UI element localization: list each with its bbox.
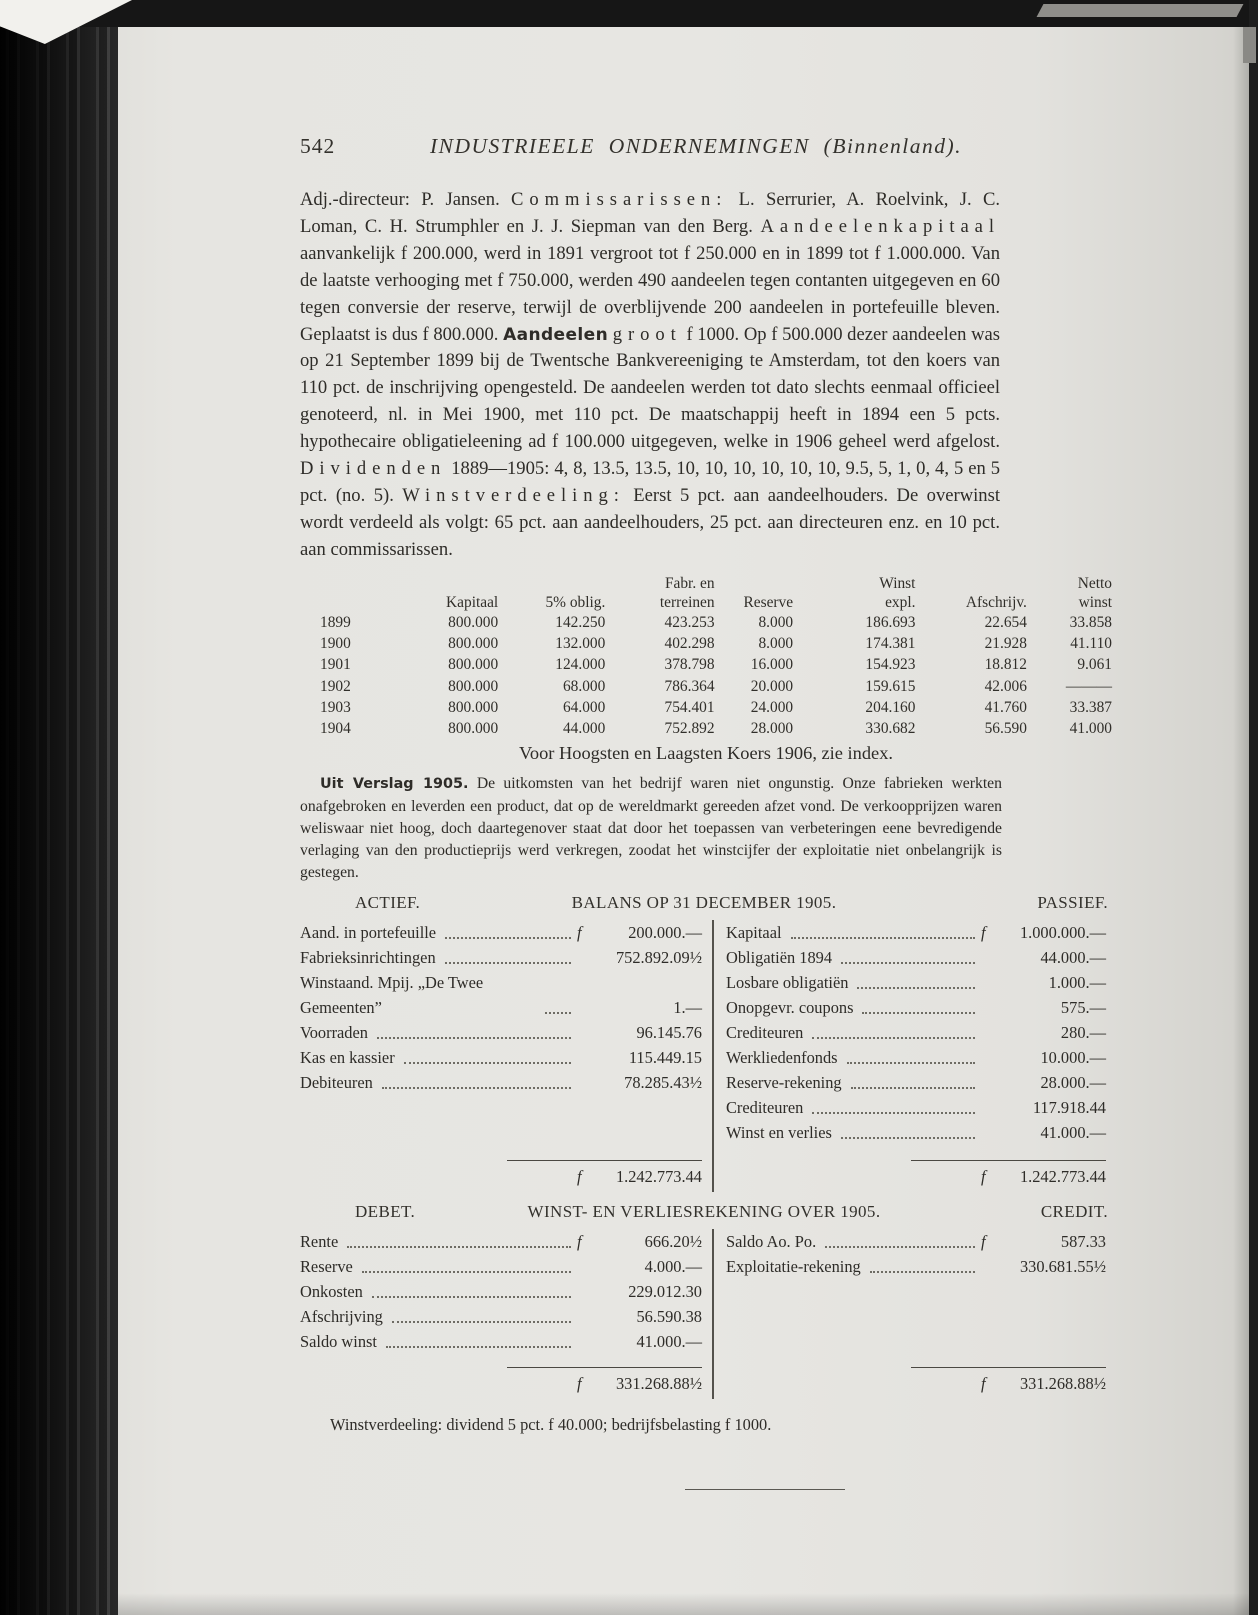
header-cell xyxy=(715,574,794,593)
table-cell: 124.000 xyxy=(555,656,606,674)
account-label: Kapitaal xyxy=(726,923,782,943)
amount: 330.681.55½ xyxy=(1019,1257,1106,1277)
passief-column xyxy=(712,920,1112,1192)
amount: 44.000.— xyxy=(1040,948,1106,968)
currency-f: f xyxy=(981,1374,986,1394)
table-header-row-top xyxy=(320,574,1112,593)
table-cell: 8.000 xyxy=(758,613,794,631)
table-cell: 752.892 xyxy=(664,720,715,738)
header-cell: Winst xyxy=(879,574,916,592)
table-cell: 18.812 xyxy=(984,656,1027,674)
table-cell: 56.590 xyxy=(984,720,1027,738)
total-row xyxy=(300,1161,702,1192)
header-cell: Afschrijv. xyxy=(965,593,1027,611)
debet-label: DEBET. xyxy=(355,1202,416,1222)
currency-f: f xyxy=(577,1232,582,1252)
table-cell: 378.798 xyxy=(664,656,715,674)
total-amount: 331.268.88½ xyxy=(615,1374,702,1394)
balance-title: BALANS OP 31 DECEMBER 1905. xyxy=(571,893,837,913)
intro-text-a: Adj.-directeur: P. Jansen. xyxy=(300,189,512,210)
table-cell: 186.693 xyxy=(865,613,916,631)
table-cell: 800.000 xyxy=(448,720,499,738)
credit-label: CREDIT. xyxy=(1040,1202,1108,1222)
header-cell: Kapitaal xyxy=(446,593,499,611)
header-cell: 5% oblig. xyxy=(545,593,606,611)
scan-right-edge xyxy=(1249,0,1258,1615)
table-row xyxy=(320,633,1112,654)
account-label: Werkliedenfonds xyxy=(726,1048,838,1068)
actief-row xyxy=(300,1070,702,1095)
debet-row xyxy=(300,1329,702,1354)
table-cell: 24.000 xyxy=(750,698,794,716)
table-cell: 33.387 xyxy=(1069,698,1112,716)
table-row xyxy=(320,654,1112,675)
debet-row xyxy=(300,1304,702,1329)
total-amount: 1.242.773.44 xyxy=(615,1167,702,1187)
currency-f: f xyxy=(981,923,986,943)
amount: 1.000.000.— xyxy=(1019,923,1106,943)
header-cell: terreinen xyxy=(659,593,715,611)
table-cell: 786.364 xyxy=(664,677,715,695)
table-cell: 22.654 xyxy=(984,613,1027,631)
table-cell: 41.760 xyxy=(984,698,1027,716)
header-cell xyxy=(374,574,498,593)
dividenden-label: Dividenden xyxy=(300,458,447,480)
actief-row xyxy=(300,945,702,970)
credit-row xyxy=(726,1254,1106,1279)
debet-column xyxy=(300,1229,712,1399)
account-label: Winstaand. Mpij. „De Twee Gemeenten” xyxy=(300,973,484,1018)
actief-row xyxy=(300,970,702,1020)
dotted-leader xyxy=(545,1011,571,1014)
amount: 41.000.— xyxy=(636,1332,702,1352)
amount: 10.000.— xyxy=(1040,1048,1106,1068)
debet-row xyxy=(300,1254,702,1279)
account-label: Crediteuren xyxy=(726,1023,804,1043)
dotted-leader xyxy=(791,936,975,939)
account-label: Reserve-rekening xyxy=(726,1073,842,1093)
dotted-leader xyxy=(445,961,571,964)
table-cell: 8.000 xyxy=(758,634,794,652)
intro-text-b: L. Serrurier, A. Roelvink, J. C. Loman, C. H. Strumphler en J. J. Siepman van den Berg. xyxy=(300,189,1000,237)
year-cell: 1899 xyxy=(320,613,351,631)
table-cell: ——— xyxy=(1065,677,1112,695)
currency-f: f xyxy=(981,1232,986,1252)
amount: 28.000.— xyxy=(1040,1073,1106,1093)
amount: 666.20½ xyxy=(644,1232,702,1252)
actief-row xyxy=(300,1020,702,1045)
intro-text-f: Eerst 5 pct. aan aandeelhouders. De overwinst wordt verdeeld als volgt: 65 pct. aan aandeelhouders, 25 pct. aan directeuren enz. en 10 pct. aan commissarissen. xyxy=(300,484,1000,560)
profit-loss-title: WINST- EN VERLIESREKENING OVER 1905. xyxy=(527,1202,881,1222)
table-cell: 41.000 xyxy=(1069,720,1112,738)
aandeelen-label: Aandeelen xyxy=(503,324,609,345)
profit-loss-section xyxy=(300,1202,1112,1399)
amount: 96.145.76 xyxy=(636,1023,702,1043)
header-cell: expl. xyxy=(885,593,916,611)
currency-f: f xyxy=(577,923,582,943)
balance-header xyxy=(300,893,1112,913)
currency-f: f xyxy=(981,1167,986,1187)
table-cell: 33.858 xyxy=(1069,613,1112,631)
winstverdeeling-label: Winstverdeeling: xyxy=(402,484,625,506)
amount: 115.449.15 xyxy=(628,1048,702,1068)
table-cell: 800.000 xyxy=(448,613,499,631)
page-right-shadow xyxy=(1233,0,1249,1615)
verslag-heading: Uit Verslag 1905. xyxy=(320,776,469,793)
passief-row xyxy=(726,1095,1106,1120)
dotted-leader xyxy=(857,986,975,989)
table-row xyxy=(320,676,1112,697)
intro-paragraph xyxy=(300,187,1000,564)
table-cell: 330.682 xyxy=(865,720,916,738)
account-label: Fabrieksinrichtingen xyxy=(300,948,436,968)
table-cell: 800.000 xyxy=(448,656,499,674)
table-cell: 154.923 xyxy=(865,656,916,674)
account-label: Voorraden xyxy=(300,1023,368,1043)
table-cell: 20.000 xyxy=(750,677,794,695)
header-cell xyxy=(320,574,374,593)
amount: 4.000.— xyxy=(644,1257,702,1277)
table-cell: 64.000 xyxy=(562,698,606,716)
table-cell: 41.110 xyxy=(1070,634,1112,652)
dotted-leader xyxy=(841,1136,975,1139)
amount: 587.33 xyxy=(1060,1232,1106,1252)
passief-row xyxy=(726,1045,1106,1070)
year-cell: 1903 xyxy=(320,698,351,716)
account-label: Saldo winst xyxy=(300,1332,377,1352)
page-title: INDUSTRIEELE ONDERNEMINGEN (Binnenland). xyxy=(429,134,963,158)
dotted-leader xyxy=(382,1086,571,1089)
commissarissen-label: Commissarissen: xyxy=(511,189,728,210)
year-cell: 1902 xyxy=(320,677,351,695)
header-cell xyxy=(498,574,605,593)
passief-label: PASSIEF. xyxy=(1037,893,1108,913)
dotted-leader xyxy=(862,1011,975,1014)
passief-row xyxy=(726,1020,1106,1045)
table-cell: 28.000 xyxy=(750,720,794,738)
aandeelenkapitaal-label: Aandeelenkapitaal xyxy=(760,215,1000,237)
actief-row xyxy=(300,920,702,945)
table-header-row xyxy=(320,593,1112,612)
amount: 56.590.38 xyxy=(636,1307,702,1327)
header-cell: Netto xyxy=(1077,574,1112,592)
account-label: Reserve xyxy=(300,1257,353,1277)
amount: 41.000.— xyxy=(1040,1123,1106,1143)
currency-f: f xyxy=(577,1167,582,1187)
dotted-leader xyxy=(841,961,975,964)
amount: 752.892.09½ xyxy=(615,948,702,968)
intro-text-c: aanvankelijk f 200.000, werd in 1891 vergroot tot f 250.000 en in 1899 tot f 1.000.000. Van de laatste verhooging met f 750.000, werden 490 aandeelen tegen contanten uitgegeven en 60 tegen conversie der reserve, terwijl de overblijvende 200 aandeelen in portefeuille bleven. Geplaatst is dus f 800.000. xyxy=(300,242,1000,345)
total-row xyxy=(300,1368,702,1399)
header-cell xyxy=(320,593,374,612)
dotted-leader xyxy=(377,1036,571,1039)
account-label: Kas en kassier xyxy=(300,1048,395,1068)
account-label: Crediteuren xyxy=(726,1098,804,1118)
debet-row xyxy=(300,1279,702,1304)
intro-text-e: 1889—1905: 4, 8, 13.5, 13.5, 10, 10, 10, 10, 10, 10, 9.5, 5, 1, 0, 4, 5 en 5 pct. (no. 5). xyxy=(300,458,1000,506)
page-header xyxy=(300,134,1000,159)
debet-total xyxy=(300,1367,702,1399)
profit-loss-header xyxy=(300,1202,1112,1222)
dotted-leader xyxy=(372,1295,571,1298)
header-cell xyxy=(915,574,1026,593)
amount: 78.285.43½ xyxy=(624,1073,702,1093)
page-content xyxy=(300,134,1118,1490)
passief-row xyxy=(726,920,1106,945)
table-row xyxy=(320,697,1112,718)
total-row xyxy=(726,1161,1106,1192)
header-cell: winst xyxy=(1078,593,1112,611)
amount: 575.— xyxy=(1060,998,1106,1018)
table-cell: 174.381 xyxy=(865,634,916,652)
koers-index-note: Voor Hoogsten en Laagsten Koers 1906, zie index. xyxy=(518,743,894,764)
table-cell: 21.928 xyxy=(984,634,1027,652)
intro-text-d: f 1000. Op f 500.000 dezer aandeelen was op 21 September 1899 bij de Twentsche Bankvereeniging te Amsterdam, tot den koers van 110 pct. de inschrijving opengesteld. De aandeelen werden tot dato slechts eenmaal officieel genoteerd, nl. in Mei 1900, met 110 pct. De maatschappij heeft in 1894 een 5 pcts. hypothecaire obligatieleening ad f 100.000 uitgegeven, welke in 1906 geheel werd afgelost. xyxy=(300,323,1000,453)
passief-row xyxy=(726,1120,1106,1145)
groot-label: groot xyxy=(612,323,682,345)
scan-right-notch xyxy=(1243,27,1256,63)
actief-label: ACTIEF. xyxy=(355,893,421,913)
amount: 229.012.30 xyxy=(628,1282,702,1302)
book-binding xyxy=(0,0,118,1615)
header-cell: Reserve xyxy=(743,593,794,611)
table-cell: 402.298 xyxy=(664,634,715,652)
table-cell: 159.615 xyxy=(865,677,916,695)
page-bottom-shadow xyxy=(0,1593,1258,1615)
dotted-leader xyxy=(404,1061,571,1064)
amount: 280.— xyxy=(1060,1023,1106,1043)
dotted-leader xyxy=(870,1270,975,1273)
actief-total xyxy=(300,1160,702,1192)
account-label: Obligatiën 1894 xyxy=(726,948,833,968)
total-amount: 1.242.773.44 xyxy=(1019,1167,1106,1187)
profit-loss-columns xyxy=(300,1229,1112,1399)
amount: 1.000.— xyxy=(1048,973,1106,993)
dotted-leader xyxy=(825,1245,975,1248)
table-cell: 800.000 xyxy=(448,677,499,695)
credit-column xyxy=(712,1229,1112,1399)
table-cell: 800.000 xyxy=(448,634,499,652)
table-cell: 423.253 xyxy=(664,613,715,631)
balance-columns xyxy=(300,920,1112,1192)
amount: 1.— xyxy=(673,998,702,1018)
account-label: Exploitatie-rekening xyxy=(726,1257,861,1277)
passief-row xyxy=(726,970,1106,995)
table-cell: 800.000 xyxy=(448,698,499,716)
table-cell: 16.000 xyxy=(750,656,794,674)
passief-row xyxy=(726,1070,1106,1095)
account-label: Afschrijving xyxy=(300,1307,383,1327)
amount: 117.918.44 xyxy=(1032,1098,1106,1118)
scan-top-streak xyxy=(1037,4,1244,17)
credit-total xyxy=(726,1367,1106,1399)
currency-f: f xyxy=(577,1374,582,1394)
passief-row xyxy=(726,995,1106,1020)
table-cell: 142.250 xyxy=(555,613,606,631)
table-row xyxy=(320,612,1112,633)
dotted-leader xyxy=(812,1111,975,1114)
dotted-leader xyxy=(386,1345,571,1348)
passief-row xyxy=(726,945,1106,970)
table-cell: 44.000 xyxy=(562,720,606,738)
year-cell: 1901 xyxy=(320,656,351,674)
header-cell: Fabr. en xyxy=(664,574,715,592)
account-label: Rente xyxy=(300,1232,339,1252)
verslag-body: De uitkomsten van het bedrijf waren niet ongunstig. Onze fabrieken werkten onafgebroken en leverden een product, dat op de wereldmarkt gereeden afzet vond. De verkoopprijzen waren weliswaar niet hoog, doch daartegenover staat dat door het toepassen van verbeteringen eene bevredigende verlaging van den productieprijs werd verkregen, zoodat het winstcijfer der exploitatie niet onbelangrijk is gestegen. xyxy=(300,775,1002,881)
page-number: 542 xyxy=(300,134,336,158)
balance-sheet-section xyxy=(300,893,1112,1192)
scan-top-edge xyxy=(0,0,1258,27)
account-label: Onopgevr. coupons xyxy=(726,998,854,1018)
section-divider xyxy=(685,1489,845,1490)
table-cell: 68.000 xyxy=(562,677,606,695)
dotted-leader xyxy=(847,1061,975,1064)
account-label: Winst en verlies xyxy=(726,1123,832,1143)
account-label: Debiteuren xyxy=(300,1073,373,1093)
total-row xyxy=(726,1368,1106,1399)
table-cell: 204.160 xyxy=(865,698,916,716)
table-cell: 132.000 xyxy=(555,634,606,652)
table-cell: 42.006 xyxy=(984,677,1027,695)
dotted-leader xyxy=(392,1320,571,1323)
dotted-leader xyxy=(445,936,571,939)
passief-total xyxy=(726,1160,1106,1192)
account-label: Aand. in portefeuille xyxy=(300,923,437,943)
total-amount: 331.268.88½ xyxy=(1019,1374,1106,1394)
amount: 200.000.— xyxy=(628,923,702,943)
dotted-leader xyxy=(812,1036,975,1039)
year-cell: 1900 xyxy=(320,634,351,652)
dotted-leader xyxy=(362,1270,571,1273)
actief-column xyxy=(300,920,712,1192)
dotted-leader xyxy=(851,1086,975,1089)
account-label: Onkosten xyxy=(300,1282,363,1302)
dotted-leader xyxy=(347,1245,571,1248)
verslag-paragraph xyxy=(300,773,1002,883)
actief-row xyxy=(300,1045,702,1070)
account-label: Saldo Ao. Po. xyxy=(726,1232,817,1252)
credit-row xyxy=(726,1229,1106,1254)
debet-row xyxy=(300,1229,702,1254)
account-label: Losbare obligatiën xyxy=(726,973,849,993)
table-cell: 754.401 xyxy=(664,698,715,716)
financial-history-table xyxy=(320,574,1112,740)
winstverdeeling-note: Winstverdeeling: dividend 5 pct. f 40.000; bedrijfsbelasting f 1000. xyxy=(330,1415,772,1435)
table-cell: 9.061 xyxy=(1077,656,1112,674)
year-cell: 1904 xyxy=(320,720,351,738)
table-row xyxy=(320,718,1112,739)
